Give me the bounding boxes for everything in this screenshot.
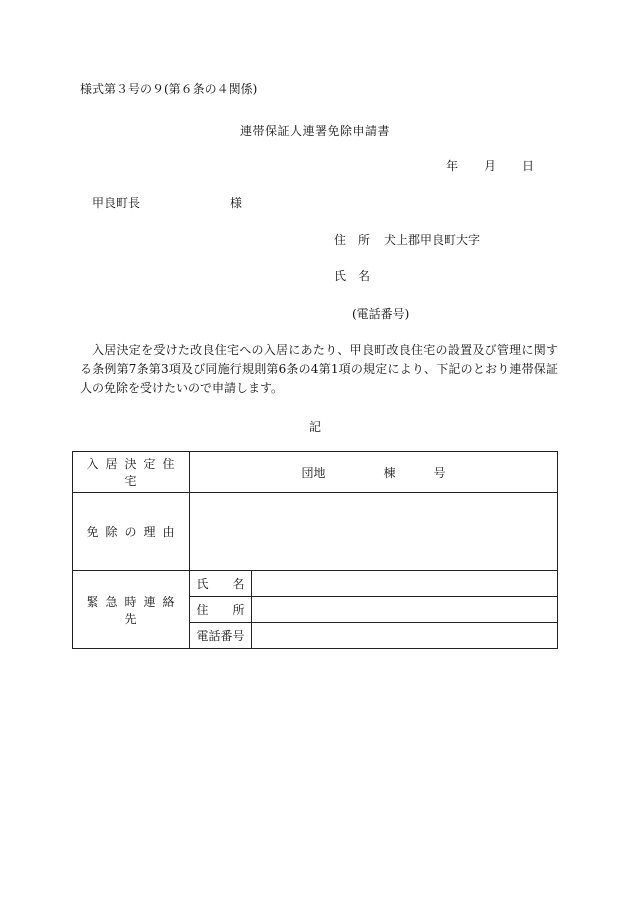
emergency-name-row: [73, 571, 558, 597]
emergency-address-value[interactable]: [252, 597, 558, 623]
housing-value-cell[interactable]: [190, 452, 558, 493]
addressee: 甲良町長: [92, 196, 141, 210]
housing-row: [73, 452, 558, 493]
applicant-address-value: 犬上郡甲良町大字: [384, 233, 481, 247]
document-title: 連帯保証人連署免除申請書: [239, 124, 390, 138]
date-month: 月: [484, 159, 497, 173]
reason-value-cell[interactable]: [190, 493, 558, 571]
reason-row: [73, 493, 558, 571]
emergency-phone-value[interactable]: [252, 623, 558, 649]
emergency-phone-label: 電話番号: [190, 623, 252, 649]
reason-label: 免除の理由: [73, 493, 190, 571]
application-table: [72, 451, 558, 649]
housing-tou: 棟: [383, 465, 396, 480]
emergency-label: 緊急時連絡先: [73, 571, 190, 649]
ki-marker: 記: [308, 420, 321, 434]
date-year: 年: [446, 159, 459, 173]
applicant-name-label: 氏 名: [334, 269, 371, 283]
applicant-address-label: 住 所: [334, 233, 371, 247]
housing-danchi: 団地: [301, 465, 326, 480]
date-day: 日: [522, 159, 535, 173]
honorific: 様: [230, 196, 243, 210]
application-body: 入居決定を受けた改良住宅への入居にあたり、甲良町改良住宅の設置及び管理に関する条例第7条第3項及び同施行規則第6条の4第1項の規定により、下記のとおり連帯保証人の免除を受けたいので申請します。: [80, 343, 558, 395]
housing-label: 入居決定住宅: [73, 452, 190, 493]
applicant-phone-label: (電話番号): [352, 307, 410, 321]
housing-gou: 号: [433, 465, 446, 480]
emergency-name-label: 氏 名: [190, 571, 252, 597]
date-line: [446, 157, 534, 174]
emergency-address-label: 住 所: [190, 597, 252, 623]
form-number: 様式第３号の９(第６条の４関係): [80, 82, 258, 96]
emergency-name-value[interactable]: [252, 571, 558, 597]
